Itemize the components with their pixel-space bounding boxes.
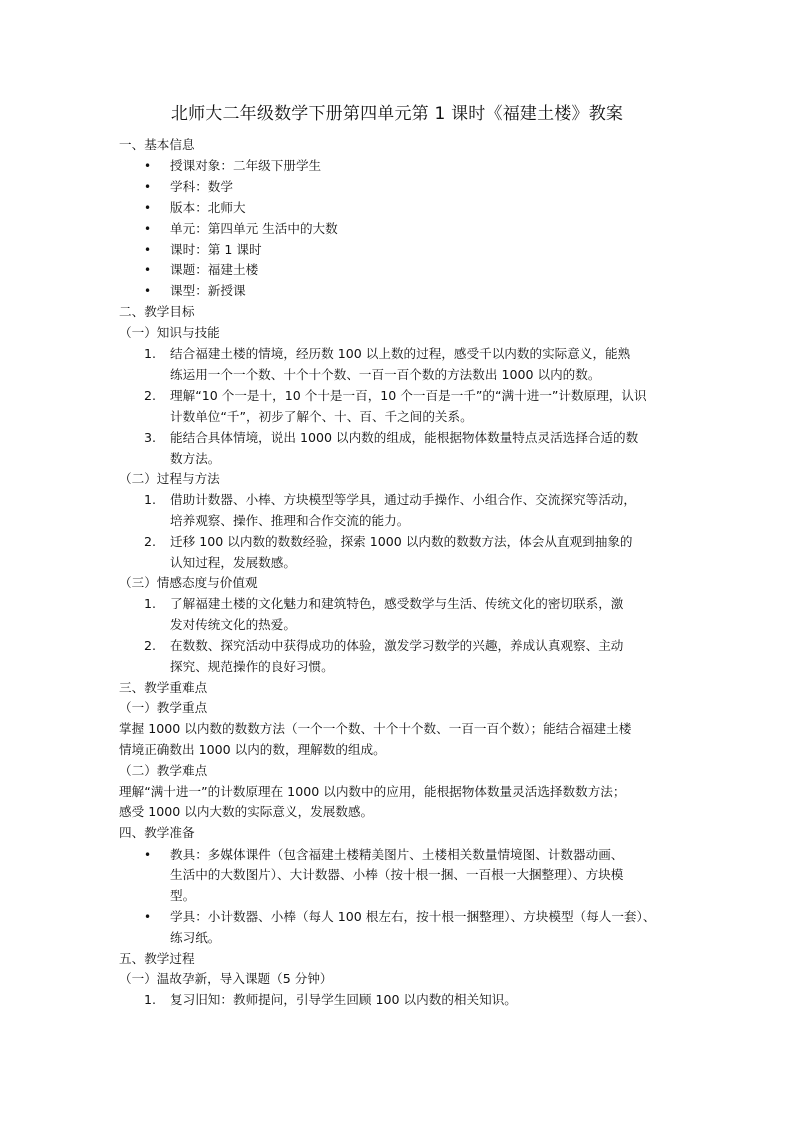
list-item-line: 型。 [170,888,196,903]
list-item-line: 借助计数器、小棒、方块模型等学具，通过动手操作、小组合作、交流探究等活动， [170,492,636,507]
list-number: 1. [144,992,157,1007]
bullet-icon: • [144,263,152,277]
section-heading-objectives: 二、教学目标 [119,304,195,319]
list-item: 单元：第四单元 生活中的大数 [170,221,338,236]
list-item-line: 学具：小计数器、小棒（每人 100 根左右，按十根一捆整理）、方块模型（每人一套）、 [170,909,656,924]
list-item-line: 培养观察、操作、推理和合作交流的能力。 [170,513,410,528]
list-item-line: 能结合具体情境，说出 1000 以内数的组成，能根据物体数量特点灵活选择合适的数 [170,430,639,445]
list-number: 2. [144,534,157,549]
section-heading-process: 五、教学过程 [119,951,195,966]
section-heading-basic-info: 一、基本信息 [119,137,195,152]
subheading-process-methods: （二）过程与方法 [119,471,220,486]
list-item-line: 认知过程，发展数感。 [170,555,296,570]
subheading-difficulty: （二）教学难点 [119,763,208,778]
list-number: 3. [144,430,157,445]
bullet-icon: • [144,243,152,257]
list-item-line: 练习纸。 [170,930,221,945]
list-item: 授课对象：二年级下册学生 [170,158,322,173]
list-item-line: 生活中的大数图片）、大计数器、小棒（按十根一捆、一百根一大捆整理）、方块模 [170,867,624,882]
list-item: 课时：第 1 课时 [170,242,262,257]
list-number: 1. [144,346,157,361]
list-number: 1. [144,492,157,507]
list-item: 课题：福建土楼 [170,262,259,277]
list-number: 1. [144,596,157,611]
paragraph-line: 掌握 1000 以内数的数数方法（一个一个数、十个十个数、一百一百个数）；能结合福建土楼 [119,721,632,736]
list-item-line: 理解“10 个一是十，10 个十是一百，10 个一百是一千”的“满十进一”计数原理，认识 [170,388,647,403]
list-item-line: 计数单位“千”，初步了解个、十、百、千之间的关系。 [170,409,473,424]
bullet-icon: • [144,159,152,173]
document-title: 北师大二年级数学下册第四单元第 1 课时《福建土楼》教案 [170,104,624,124]
list-item-line: 探究、规范操作的良好习惯。 [170,659,334,674]
list-item-line: 了解福建土楼的文化魅力和建筑特色，感受数学与生活、传统文化的密切联系，激 [170,596,624,611]
list-number: 2. [144,638,157,653]
list-item-line: 发对传统文化的热爱。 [170,617,296,632]
list-number: 2. [144,388,157,403]
list-item-line: 复习旧知：教师提问，引导学生回顾 100 以内数的相关知识。 [170,992,517,1007]
paragraph-line: 理解“满十进一”的计数原理在 1000 以内数中的应用，能根据物体数量灵活选择数数方法； [119,784,626,799]
paragraph-line: 情境正确数出 1000 以内的数，理解数的组成。 [119,742,386,757]
bullet-icon: • [144,201,152,215]
list-item-line: 教具：多媒体课件（包含福建土楼精美图片、土楼相关数量情境图、计数器动画、 [170,847,624,862]
list-item-line: 在数数、探究活动中获得成功的体验，激发学习数学的兴趣，养成认真观察、主动 [170,638,624,653]
bullet-icon: • [144,284,152,298]
section-heading-preparation: 四、教学准备 [119,825,195,840]
list-item-line: 迁移 100 以内数的数数经验，探索 1000 以内数的数数方法，体会从直观到抽象的 [170,534,633,549]
bullet-icon: • [144,222,152,236]
list-item-line: 结合福建土楼的情境，经历数 100 以上数的过程，感受千以内数的实际意义，能熟 [170,346,631,361]
subheading-warmup: （一）温故孕新，导入课题（5 分钟） [119,971,333,986]
section-heading-key-points: 三、教学重难点 [119,680,208,695]
paragraph-line: 感受 1000 以内大数的实际意义，发展数感。 [119,804,374,819]
subheading-attitudes: （三）情感态度与价值观 [119,575,258,590]
list-item-line: 数方法。 [170,451,221,466]
list-item: 版本：北师大 [170,200,246,215]
list-item: 课型：新授课 [170,283,246,298]
subheading-knowledge: （一）知识与技能 [119,325,220,340]
list-item: 学科：数学 [170,179,233,194]
bullet-icon: • [144,180,152,194]
list-item-line: 练运用一个一个数、十个十个数、一百一百个数的方法数出 1000 以内的数。 [170,367,601,382]
subheading-key-point: （一）教学重点 [119,700,208,715]
bullet-icon: • [144,848,152,862]
bullet-icon: • [144,910,152,924]
